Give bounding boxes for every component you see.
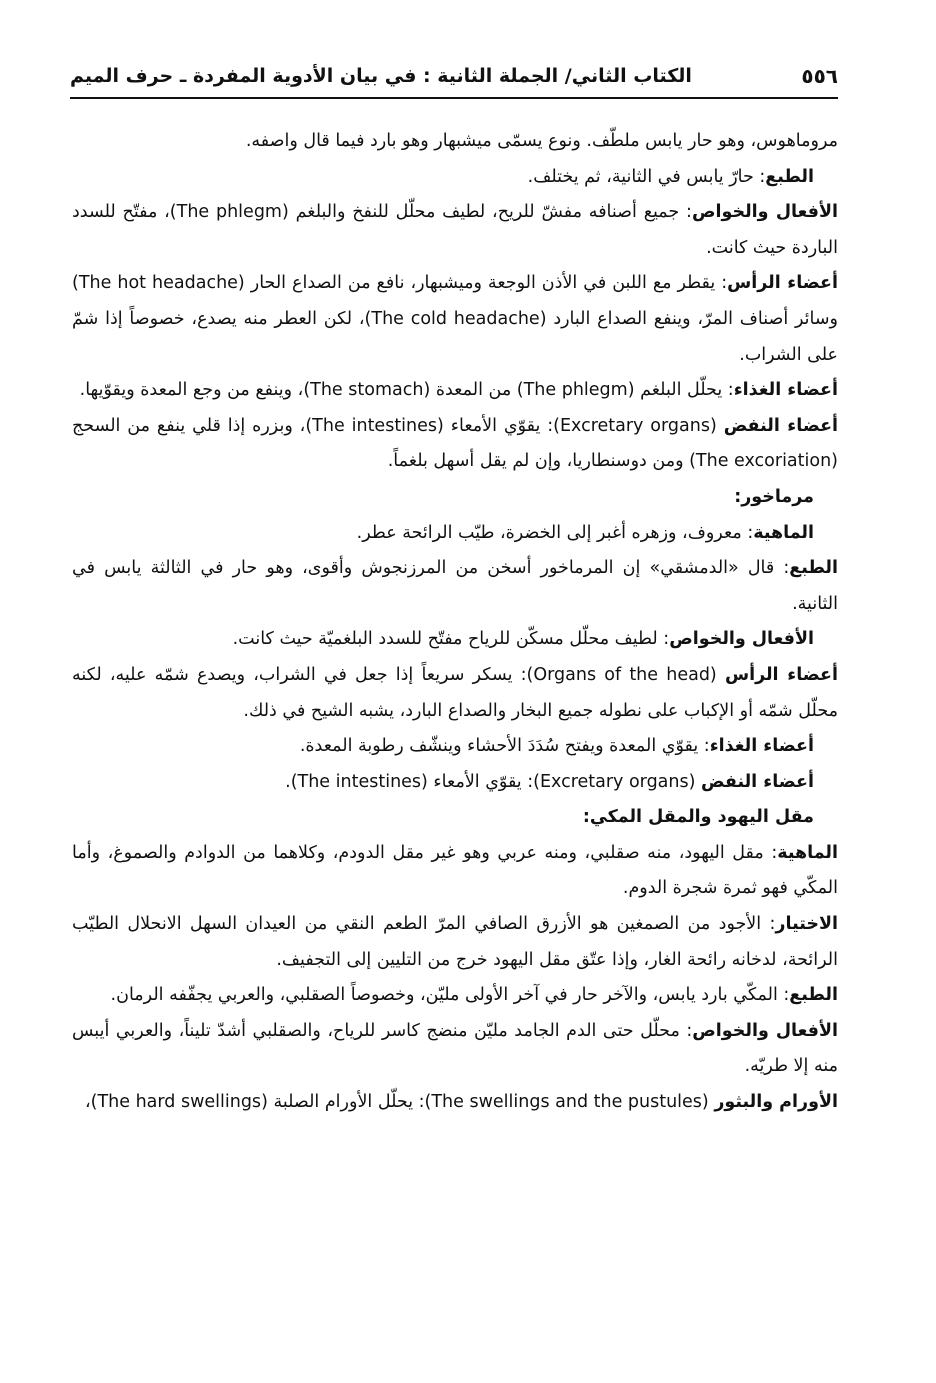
- page-header: [70, 58, 838, 94]
- paragraph-text: : يحلّل البلغم (The phlegm) من المعدة (The stomach)، وينفع من وجع المعدة ويقوّيها.: [79, 380, 734, 401]
- paragraph-text: : جميع أصنافه مفشّ للريح، لطيف محلّل للنفخ والبلغم (The phlegm)، مفتّح للسدد الباردة حيث كانت.: [72, 202, 838, 258]
- paragraph-head-organs: [72, 658, 838, 729]
- paragraph-nature: [72, 978, 838, 1014]
- paragraph-label: الطبع: [765, 166, 814, 187]
- paragraph-label: الأفعال والخواص: [692, 1020, 838, 1041]
- paragraph-label: الأفعال والخواص: [691, 202, 838, 223]
- paragraph-swellings: [72, 1085, 838, 1121]
- paragraph-nutrition-organs: [72, 729, 838, 765]
- paragraph-excretory-organs: [72, 409, 838, 480]
- body-text: [72, 124, 838, 1121]
- paragraph-label: الأفعال والخواص: [669, 629, 814, 650]
- paragraph-label: أعضاء النفض: [701, 771, 814, 792]
- paragraph-continuation: [72, 124, 838, 160]
- paragraph-nature: [72, 551, 838, 622]
- paragraph-nature: [72, 160, 838, 196]
- paragraph-label: الطبع: [789, 558, 838, 579]
- paragraph-label: الأورام والبثور: [714, 1092, 838, 1113]
- paragraph-quiddity: [72, 516, 838, 552]
- paragraph-actions: [72, 1014, 838, 1085]
- paragraph-label: الماهية: [777, 842, 838, 863]
- paragraph-label: أعضاء الرأس: [727, 273, 838, 294]
- paragraph-text: : مقل اليهود، منه صقلبي، ومنه عربي وهو غير مقل الدودم، وكلاهما من الدوادم والصموغ، وأما المكّي فهو ثمرة شجرة الدوم.: [72, 842, 838, 899]
- paragraph-text: : معروف، وزهره أغبر إلى الخضرة، طيّب الرائحة عطر.: [356, 522, 754, 543]
- paragraph-actions: [72, 622, 838, 658]
- paragraph-label: الماهية: [753, 522, 814, 543]
- paragraph-text: : الأجود من الصمغين هو الأزرق الصافي المرّ الطعم النقي من العيدان السهل الانحلال الطيّب الرائحة، لدخانه رائحة الغار، وإذا عتّق مقل اليهود خرج من التليين إلى التجفيف.: [72, 914, 838, 970]
- paragraph-text: : لطيف محلّل مسكّن للرياح مفتّح للسدد البلغميّة حيث كانت.: [232, 629, 670, 650]
- paragraph-excretory-organs: [72, 765, 838, 801]
- paragraph-text: : محلّل حتى الدم الجامد مليّن منضج كاسر للرياح، والصقلبي أشدّ تليناً، والعربي أيبس منه إلا طريّه.: [72, 1020, 838, 1077]
- paragraph-label: أعضاء الرأس: [724, 664, 838, 685]
- paragraph-selection: [72, 907, 838, 978]
- paragraph-text: (Excretary organs): يقوّي الأمعاء (The intestines)، وبزره إذا قلي ينفع من السحج (The excoriation) ومن دوسنطاريا، وإن لم يقل أسهل بلغماً.: [72, 415, 838, 472]
- paragraph-label: أعضاء الغذاء: [709, 736, 814, 757]
- paragraph-quiddity: [72, 836, 838, 907]
- header-rule: [70, 97, 838, 99]
- paragraph-head-organs: [72, 266, 838, 373]
- paragraph-label: أعضاء النفض: [723, 415, 839, 436]
- paragraph-text: مروماهوس، وهو حار يابس ملطّف. ونوع يسمّى ميشبهار وهو بارد فيما قال واصفه.: [245, 131, 838, 151]
- page-number: ٥٥٦: [801, 64, 838, 88]
- paragraph-text: : حارّ يابس في الثانية، ثم يختلف.: [527, 166, 766, 187]
- paragraph-text: (Organs of the head): يسكر سريعاً إذا جعل في الشراب، ويصدع شمّه عليه، لكنه محلّل شمّه أو الإكباب على نطوله جميع البخار والصداع البارد، يشبه الشيح في ذلك.: [72, 664, 838, 721]
- section-title-marmakhur: مرماخور:: [734, 486, 814, 507]
- section-title-bdellium: مقل اليهود والمقل المكي:: [582, 807, 814, 828]
- paragraph-nutrition-organs: [72, 373, 838, 409]
- paragraph-text: : المكّي بارد يابس، والآخر حار في آخر الأولى مليّن، وخصوصاً الصقلبي، والعربي يجفّفه الرمان.: [110, 985, 790, 1006]
- paragraph-text: : يقطر مع اللبن في الأذن الوجعة وميشبهار، نافع من الصداع الحار (The hot headache) وسائر أصناف المرّ، وينفع الصداع البارد (The cold headache)، لكن العطر منه يصدع، خصوصاً إذا شمّ على الشراب.: [72, 273, 838, 365]
- running-head: الكتاب الثاني/ الجملة الثانية : في بيان الأدوية المفردة ـ حرف الميم: [70, 65, 692, 87]
- paragraph-text: : قال «الدمشقي» إن المرماخور أسخن من المرزنجوش وأقوى، وهو حار في الثالثة يابس في الثانية.: [72, 558, 838, 614]
- paragraph-actions: [72, 195, 838, 266]
- paragraph-label: الطبع: [789, 985, 838, 1006]
- paragraph-text: : يقوّي المعدة ويفتح سُدَدَ الأحشاء وينشّف رطوبة المعدة.: [299, 736, 710, 757]
- paragraph-label: أعضاء الغذاء: [733, 380, 838, 401]
- paragraph-text: (Excretary organs): يقوّي الأمعاء (The intestines).: [285, 771, 701, 792]
- paragraph-text: (The swellings and the pustules): يحلّل الأورام الصلبة (The hard swellings)،: [84, 1092, 715, 1113]
- paragraph-label: الاختيار: [775, 914, 838, 935]
